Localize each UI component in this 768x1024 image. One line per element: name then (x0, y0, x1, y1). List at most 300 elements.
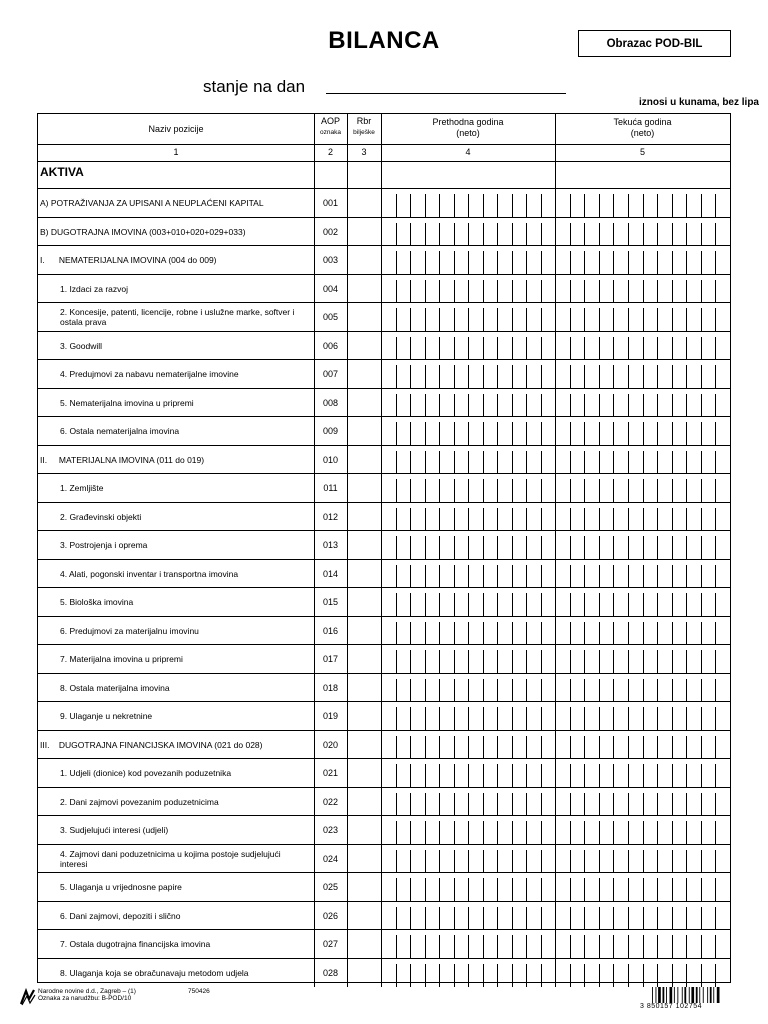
digit-separator (628, 650, 629, 673)
digit-separator (613, 251, 614, 274)
digit-separator (454, 365, 455, 388)
col-divider (314, 959, 315, 988)
digit-separator (454, 622, 455, 645)
digit-separator (497, 394, 498, 417)
date-input-line[interactable] (326, 93, 566, 94)
digit-separator (599, 622, 600, 645)
digit-separator (672, 679, 673, 702)
rbr-input[interactable] (347, 360, 381, 389)
row-label: B) DUGOTRAJNA IMOVINA (003+010+020+029+033) (40, 226, 246, 237)
digit-separator (584, 337, 585, 360)
digit-separator (396, 194, 397, 217)
col-divider (314, 474, 315, 503)
table-row (38, 388, 730, 418)
row-label: 6. Ostala nematerijalna imovina (60, 426, 180, 437)
page-title: BILANCA (328, 27, 440, 54)
rbr-input[interactable] (347, 588, 381, 617)
barcode-bar (699, 987, 700, 1003)
digit-separator (425, 365, 426, 388)
barcode-icon (652, 987, 730, 1003)
digit-separator (599, 223, 600, 246)
digit-separator (497, 536, 498, 559)
digit-separator (628, 451, 629, 474)
digit-separator (512, 308, 513, 331)
row-label: 6. Predujmovi za materijalnu imovinu (60, 625, 199, 636)
digit-separator (599, 821, 600, 844)
digit-separator (483, 679, 484, 702)
digit-separator (483, 650, 484, 673)
digit-separator (643, 565, 644, 588)
digit-separator (483, 707, 484, 730)
digit-separator (497, 964, 498, 987)
digit-separator (512, 223, 513, 246)
digit-separator (715, 536, 716, 559)
digit-separator (628, 194, 629, 217)
digit-separator (715, 194, 716, 217)
digit-separator (541, 194, 542, 217)
digit-separator (657, 280, 658, 303)
digit-separator (672, 308, 673, 331)
table-row (38, 473, 730, 503)
row-label: 3. Goodwill (60, 340, 103, 351)
table-row (38, 302, 730, 332)
digit-separator (468, 964, 469, 987)
digit-separator (439, 679, 440, 702)
row-label: A) POTRAŽIVANJA ZA UPISANI A NEUPLAĆENI KAPITAL (40, 198, 264, 209)
section-title: AKTIVA (40, 165, 84, 179)
rbr-input[interactable] (347, 218, 381, 247)
digit-separator (483, 422, 484, 445)
barcode-number: 3 850157 102754 (640, 1003, 702, 1010)
digit-separator (584, 223, 585, 246)
row-aop: 017 (322, 654, 339, 665)
digit-separator (657, 479, 658, 502)
rbr-input[interactable] (347, 788, 381, 817)
rbr-input[interactable] (347, 702, 381, 731)
barcode-bar (707, 987, 708, 1003)
digit-separator (410, 451, 411, 474)
col-divider (314, 303, 315, 332)
digit-separator (483, 280, 484, 303)
digit-separator (410, 878, 411, 901)
digit-separator (512, 422, 513, 445)
row-aop: 020 (322, 739, 339, 750)
digit-separator (701, 280, 702, 303)
digit-separator (643, 935, 644, 958)
col-header-curr-year: Tekuća godina (613, 116, 672, 127)
digit-separator (657, 536, 658, 559)
digit-separator (570, 394, 571, 417)
col-divider (314, 731, 315, 760)
digit-separator (396, 622, 397, 645)
row-aop: 026 (322, 910, 339, 921)
barcode-bar (703, 987, 704, 1003)
row-label: II. MATERIJALNA IMOVINA (011 do 019) (40, 454, 205, 465)
digit-separator (541, 508, 542, 531)
col-divider (314, 930, 315, 959)
row-label: 2. Koncesije, patenti, licencije, robne i uslužne marke, softver i ostala prava (60, 307, 295, 328)
digit-separator (570, 479, 571, 502)
digit-separator (715, 308, 716, 331)
row-aop: 018 (322, 682, 339, 693)
digit-separator (613, 479, 614, 502)
barcode-bar (684, 987, 686, 1003)
digit-separator (439, 422, 440, 445)
digit-separator (628, 365, 629, 388)
digit-separator (483, 878, 484, 901)
digit-separator (701, 964, 702, 987)
digit-separator (497, 907, 498, 930)
digit-separator (584, 707, 585, 730)
row-aop: 028 (322, 967, 339, 978)
digit-separator (686, 536, 687, 559)
row-aop: 002 (322, 226, 339, 237)
digit-separator (584, 793, 585, 816)
digit-separator (599, 251, 600, 274)
digit-separator (672, 223, 673, 246)
digit-separator (657, 593, 658, 616)
digit-separator (599, 593, 600, 616)
digit-separator (701, 536, 702, 559)
digit-separator (425, 793, 426, 816)
digit-separator (715, 622, 716, 645)
barcode-bar (713, 987, 714, 1003)
digit-separator (643, 964, 644, 987)
digit-separator (396, 650, 397, 673)
digit-separator (701, 394, 702, 417)
digit-separator (410, 394, 411, 417)
digit-separator (512, 536, 513, 559)
digit-separator (570, 365, 571, 388)
digit-separator (454, 251, 455, 274)
digit-separator (454, 308, 455, 331)
digit-separator (410, 365, 411, 388)
digit-separator (425, 508, 426, 531)
digit-separator (628, 223, 629, 246)
table-row (38, 872, 730, 902)
digit-separator (613, 337, 614, 360)
digit-separator (497, 793, 498, 816)
digit-separator (584, 308, 585, 331)
digit-separator (512, 479, 513, 502)
digit-separator (410, 850, 411, 873)
barcode-bar (691, 987, 694, 1003)
barcode-bar (658, 987, 661, 1003)
digit-separator (599, 508, 600, 531)
rbr-input[interactable] (347, 873, 381, 902)
digit-separator (643, 679, 644, 702)
digit-separator (497, 679, 498, 702)
digit-separator (715, 280, 716, 303)
digit-separator (584, 935, 585, 958)
table-row (38, 958, 730, 988)
digit-separator (483, 764, 484, 787)
digit-separator (396, 451, 397, 474)
digit-separator (468, 337, 469, 360)
rbr-input[interactable] (347, 474, 381, 503)
digit-separator (512, 907, 513, 930)
digit-separator (701, 850, 702, 873)
digit-separator (613, 736, 614, 759)
digit-separator (425, 935, 426, 958)
col-divider (314, 189, 315, 218)
digit-separator (628, 536, 629, 559)
digit-separator (526, 536, 527, 559)
digit-separator (425, 565, 426, 588)
digit-separator (497, 764, 498, 787)
digit-separator (570, 194, 571, 217)
digit-separator (715, 821, 716, 844)
digit-separator (439, 593, 440, 616)
digit-separator (541, 907, 542, 930)
digit-separator (613, 764, 614, 787)
row-label: 7. Materijalna imovina u pripremi (60, 654, 183, 665)
digit-separator (526, 736, 527, 759)
digit-separator (599, 935, 600, 958)
digit-separator (657, 194, 658, 217)
digit-separator (410, 707, 411, 730)
digit-separator (468, 251, 469, 274)
digit-separator (628, 736, 629, 759)
barcode-bar (682, 987, 683, 1003)
digit-separator (396, 679, 397, 702)
rbr-input[interactable] (347, 303, 381, 332)
digit-separator (439, 878, 440, 901)
digit-separator (570, 280, 571, 303)
digit-separator (526, 764, 527, 787)
rbr-input[interactable] (347, 930, 381, 959)
digit-separator (396, 935, 397, 958)
digit-separator (672, 764, 673, 787)
digit-separator (454, 280, 455, 303)
table-row (38, 445, 730, 475)
row-aop: 010 (322, 454, 339, 465)
digit-separator (715, 394, 716, 417)
digit-separator (541, 337, 542, 360)
digit-separator (613, 223, 614, 246)
rbr-input[interactable] (347, 332, 381, 361)
rbr-input[interactable] (347, 275, 381, 304)
digit-separator (526, 793, 527, 816)
digit-separator (410, 337, 411, 360)
digit-separator (570, 251, 571, 274)
digit-separator (483, 251, 484, 274)
rbr-input[interactable] (347, 503, 381, 532)
digit-separator (410, 764, 411, 787)
digit-separator (672, 422, 673, 445)
digit-separator (715, 907, 716, 930)
rbr-input[interactable] (347, 959, 381, 988)
table-row (38, 188, 730, 218)
digit-separator (657, 251, 658, 274)
row-aop: 023 (322, 825, 339, 836)
digit-separator (541, 479, 542, 502)
digit-separator (396, 365, 397, 388)
digit-separator (599, 194, 600, 217)
col-divider (314, 503, 315, 532)
digit-separator (468, 793, 469, 816)
col-divider (314, 389, 315, 418)
digit-separator (497, 337, 498, 360)
col-divider (314, 645, 315, 674)
digit-separator (570, 850, 571, 873)
digit-separator (468, 622, 469, 645)
digit-separator (701, 821, 702, 844)
digit-separator (686, 365, 687, 388)
digit-separator (483, 394, 484, 417)
rbr-input[interactable] (347, 389, 381, 418)
digit-separator (686, 679, 687, 702)
rbr-input[interactable] (347, 189, 381, 218)
row-label: 6. Dani zajmovi, depoziti i slično (60, 910, 181, 921)
rbr-input[interactable] (347, 816, 381, 845)
digit-separator (584, 850, 585, 873)
digit-separator (599, 964, 600, 987)
digit-separator (425, 536, 426, 559)
row-aop: 024 (322, 853, 339, 864)
digit-separator (628, 707, 629, 730)
row-aop: 015 (322, 597, 339, 608)
digit-separator (439, 194, 440, 217)
digit-separator (410, 679, 411, 702)
rbr-input[interactable] (347, 759, 381, 788)
digit-separator (643, 365, 644, 388)
digit-separator (483, 793, 484, 816)
digit-separator (541, 565, 542, 588)
digit-separator (657, 679, 658, 702)
digit-separator (613, 679, 614, 702)
digit-separator (643, 907, 644, 930)
table-row (38, 815, 730, 845)
digit-separator (643, 793, 644, 816)
row-aop: 025 (322, 882, 339, 893)
digit-separator (643, 451, 644, 474)
digit-separator (468, 280, 469, 303)
digit-separator (396, 422, 397, 445)
digit-separator (628, 479, 629, 502)
digit-separator (512, 508, 513, 531)
rbr-input[interactable] (347, 417, 381, 446)
col-divider (314, 417, 315, 446)
row-label: 5. Nematerijalna imovina u pripremi (60, 397, 194, 408)
digit-separator (526, 508, 527, 531)
digit-separator (643, 878, 644, 901)
digit-separator (396, 850, 397, 873)
digit-separator (657, 935, 658, 958)
digit-separator (497, 451, 498, 474)
digit-separator (686, 850, 687, 873)
digit-separator (643, 736, 644, 759)
digit-separator (483, 593, 484, 616)
digit-separator (628, 964, 629, 987)
digit-separator (628, 394, 629, 417)
digit-separator (657, 565, 658, 588)
digit-separator (454, 194, 455, 217)
digit-separator (541, 736, 542, 759)
col-divider (314, 702, 315, 731)
digit-separator (570, 337, 571, 360)
digit-separator (439, 451, 440, 474)
rbr-input[interactable] (347, 617, 381, 646)
digit-separator (468, 850, 469, 873)
digit-separator (541, 679, 542, 702)
digit-separator (672, 793, 673, 816)
rbr-input[interactable] (347, 246, 381, 275)
digit-separator (512, 679, 513, 702)
digit-separator (497, 251, 498, 274)
digit-separator (643, 308, 644, 331)
digit-separator (599, 736, 600, 759)
rbr-input[interactable] (347, 531, 381, 560)
digit-separator (497, 736, 498, 759)
col-divider (314, 845, 315, 874)
digit-separator (541, 223, 542, 246)
digit-separator (483, 508, 484, 531)
digit-separator (672, 850, 673, 873)
digit-separator (715, 565, 716, 588)
digit-separator (584, 365, 585, 388)
digit-separator (657, 736, 658, 759)
digit-separator (613, 935, 614, 958)
digit-separator (599, 337, 600, 360)
rbr-input[interactable] (347, 731, 381, 760)
rbr-input[interactable] (347, 645, 381, 674)
digit-separator (686, 736, 687, 759)
digit-separator (396, 394, 397, 417)
digit-separator (657, 394, 658, 417)
digit-separator (701, 451, 702, 474)
digit-separator (657, 878, 658, 901)
col-divider (314, 531, 315, 560)
digit-separator (468, 422, 469, 445)
digit-separator (526, 878, 527, 901)
digit-separator (701, 935, 702, 958)
digit-separator (672, 565, 673, 588)
rbr-input[interactable] (347, 902, 381, 931)
digit-separator (643, 508, 644, 531)
digit-separator (643, 223, 644, 246)
digit-separator (701, 308, 702, 331)
digit-separator (628, 850, 629, 873)
digit-separator (410, 536, 411, 559)
digit-separator (468, 194, 469, 217)
rbr-input[interactable] (347, 674, 381, 703)
rbr-input[interactable] (347, 446, 381, 475)
digit-separator (672, 593, 673, 616)
digit-separator (628, 679, 629, 702)
barcode-bar (674, 987, 675, 1003)
rbr-input[interactable] (347, 845, 381, 874)
digit-separator (599, 280, 600, 303)
digit-separator (715, 736, 716, 759)
digit-separator (497, 707, 498, 730)
footer-publisher-line: Narodne novine d.d., Zagreb – (1) (38, 988, 136, 995)
col-number-1: 1 (173, 147, 179, 157)
digit-separator (410, 622, 411, 645)
digit-separator (468, 821, 469, 844)
digit-separator (439, 365, 440, 388)
digit-separator (396, 337, 397, 360)
row-label: 3. Postrojenja i oprema (60, 540, 148, 551)
digit-separator (643, 422, 644, 445)
digit-separator (454, 508, 455, 531)
digit-separator (584, 964, 585, 987)
row-aop: 009 (322, 426, 339, 437)
digit-separator (454, 793, 455, 816)
digit-separator (497, 565, 498, 588)
rbr-input[interactable] (347, 560, 381, 589)
digit-separator (657, 907, 658, 930)
